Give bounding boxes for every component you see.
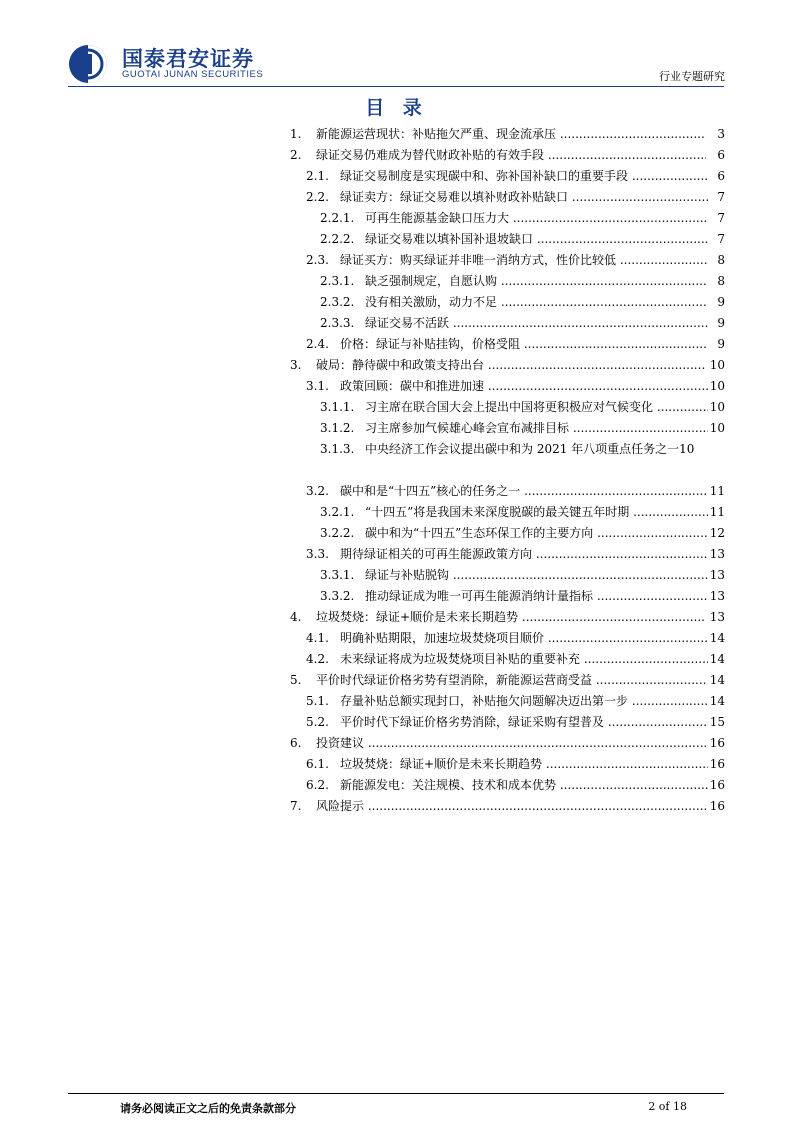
toc-entry-2-2-2[interactable] xyxy=(0,229,793,250)
toc-entry-3-2-1[interactable] xyxy=(0,502,793,523)
toc-entry-number: 3.1. xyxy=(306,379,329,393)
toc-entry-title: 绿证卖方：绿证交易难以填补财政补贴缺口 ..... xyxy=(340,187,708,208)
toc-entry-title: 绿证买方：购买绿证并非唯一消纳方式，性价比较低 ..... xyxy=(340,250,708,271)
toc-entry-number: 4. xyxy=(290,610,302,624)
toc-entry-title: 绿证交易难以填补国补退坡缺口 ..... xyxy=(365,229,708,250)
toc-entry-5-1[interactable] xyxy=(0,691,793,712)
toc-entry-2-2-1[interactable] xyxy=(0,208,793,229)
toc-entry-title: 破局：静待碳中和政策支持出台 ..... xyxy=(316,355,706,376)
toc-entry-page: 8 xyxy=(715,250,725,271)
toc-entry-number: 2.2. xyxy=(306,190,329,204)
toc-entry-page: 10 xyxy=(708,376,725,397)
toc-entry-page: 14 xyxy=(708,670,725,691)
toc-entry-7[interactable] xyxy=(0,796,793,817)
toc-entry-number: 2.3.2. xyxy=(320,295,355,309)
toc-entry-title: 明确补贴期限，加速垃圾焚烧项目顺价 ..... xyxy=(340,628,708,649)
toc-entry-3-1-3[interactable] xyxy=(0,439,793,481)
toc-entry-number: 5.2. xyxy=(306,715,329,729)
toc-entry-3-1-1[interactable] xyxy=(0,397,793,418)
toc-entry-number: 2.2.2. xyxy=(320,232,355,246)
report-type-label: 行业专题研究 xyxy=(659,70,725,83)
toc-entry-page: 14 xyxy=(708,628,725,649)
toc-entry-number: 5. xyxy=(290,673,302,687)
toc-entry-number: 3.2.1. xyxy=(320,505,355,519)
brand-name-cn: 国泰君安证券 xyxy=(122,47,254,71)
toc-entry-number: 6.1. xyxy=(306,757,329,771)
toc-entry-2-3-3[interactable] xyxy=(0,313,793,334)
toc-entry-page: 14 xyxy=(708,691,725,712)
toc-entry-page: 10 xyxy=(708,355,725,376)
toc-entry-number: 2.3.1. xyxy=(320,274,355,288)
toc-entry-title: 政策回顾：碳中和推进加速 ..... xyxy=(340,376,708,397)
toc-entry-title: 垃圾焚烧：绿证+顺价是未来长期趋势 ..... xyxy=(316,607,706,628)
toc-entry-page: 13 xyxy=(708,565,725,586)
footer-divider xyxy=(68,1093,724,1094)
toc-entry-2-4[interactable] xyxy=(0,334,793,355)
toc-entry-1[interactable] xyxy=(0,124,793,145)
toc-entry-page: 13 xyxy=(708,544,725,565)
toc-entry-3-3-2[interactable] xyxy=(0,586,793,607)
toc-entry-5[interactable] xyxy=(0,670,793,691)
toc-entry-title: 习主席在联合国大会上提出中国将更积极应对气候变化 ..... xyxy=(365,397,708,418)
toc-entry-3-2[interactable] xyxy=(0,481,793,502)
toc-entry-page: 6 xyxy=(715,145,725,166)
page-indicator: 2 of 18 xyxy=(648,1100,687,1113)
toc-entry-page: 6 xyxy=(715,166,725,187)
toc-entry-number: 2. xyxy=(290,148,302,162)
toc-entry-title: 推动绿证成为唯一可再生能源消纳计量指标 ..... xyxy=(365,586,708,607)
toc-entry-page: 7 xyxy=(715,229,725,250)
toc-entry-title: 未来绿证将成为垃圾焚烧项目补贴的重要补充 ..... xyxy=(340,649,708,670)
toc-entry-number: 3.2. xyxy=(306,484,329,498)
toc-entry-6-2[interactable] xyxy=(0,775,793,796)
toc-entry-page: 14 xyxy=(708,649,725,670)
toc-entry-page: 9 xyxy=(715,313,725,334)
toc-entry-page: 12 xyxy=(708,523,725,544)
toc-entry-number: 1. xyxy=(290,127,302,141)
toc-entry-2-3[interactable] xyxy=(0,250,793,271)
toc-entry-title: 缺乏强制规定，自愿认购 ..... xyxy=(365,271,708,292)
toc-entry-page: 10 xyxy=(708,418,725,439)
toc-entry-title: 期待绿证相关的可再生能源政策方向 ..... xyxy=(340,544,708,565)
toc-entry-number: 2.4. xyxy=(306,337,329,351)
toc-entry-number: 3.1.1. xyxy=(320,400,355,414)
toc-entry-title: 绿证与补贴脱钩 ..... xyxy=(365,565,708,586)
toc-entry-page: 16 xyxy=(708,775,725,796)
toc-entry-2-3-1[interactable] xyxy=(0,271,793,292)
toc-entry-page: 15 xyxy=(708,712,725,733)
toc-entry-page: 10 xyxy=(679,442,695,456)
toc-entry-title: 可再生能源基金缺口压力大 ..... xyxy=(365,208,708,229)
toc-entry-page: 16 xyxy=(708,733,725,754)
toc-entry-page: 16 xyxy=(708,754,725,775)
toc-entry-3-1[interactable] xyxy=(0,376,793,397)
toc-entry-title: 碳中和是“十四五”核心的任务之一 ..... xyxy=(340,481,708,502)
toc-entry-number: 3.3. xyxy=(306,547,329,561)
toc-entry-number: 2.1. xyxy=(306,169,329,183)
toc-entry-number: 3.3.2. xyxy=(320,589,355,603)
toc-entry-3-1-2[interactable] xyxy=(0,418,793,439)
toc-entry-2[interactable] xyxy=(0,145,793,166)
toc-entry-title: 存量补贴总额实现封口，补贴拖欠问题解决迈出第一步 ..... xyxy=(340,691,708,712)
toc-entry-number: 3. xyxy=(290,358,302,372)
toc-entry-title: 绿证交易仍难成为替代财政补贴的有效手段 ..... xyxy=(316,145,706,166)
toc-entry-number: 4.1. xyxy=(306,631,329,645)
toc-entry-number: 2.3. xyxy=(306,253,329,267)
toc-entry-title: 绿证交易不活跃 ..... xyxy=(365,313,708,334)
toc-entry-page: 9 xyxy=(715,334,725,355)
toc-entry-title: 习主席参加气候雄心峰会宣布减排目标 ..... xyxy=(365,418,708,439)
toc-entry-4-2[interactable] xyxy=(0,649,793,670)
disclaimer-notice: 请务必阅读正文之后的免责条款部分 xyxy=(120,1102,296,1115)
toc-entry-title: 平价时代下绿证价格劣势消除，绿证采购有望普及 ..... xyxy=(340,712,708,733)
toc-entry-page: 9 xyxy=(715,292,725,313)
toc-entry-page: 11 xyxy=(708,502,725,523)
toc-entry-4[interactable] xyxy=(0,607,793,628)
page-header xyxy=(0,0,793,90)
toc-entry-title: 垃圾焚烧：绿证+顺价是未来长期趋势 ..... xyxy=(340,754,708,775)
toc-entry-page: 3 xyxy=(715,124,725,145)
toc-entry-title-wrapped xyxy=(365,439,725,460)
toc-entry-4-1[interactable] xyxy=(0,628,793,649)
toc-entry-title: 碳中和为“十四五”生态环保工作的主要方向 ..... xyxy=(365,523,708,544)
toc-entry-number: 5.1. xyxy=(306,694,329,708)
toc-entry-page: 11 xyxy=(708,481,725,502)
toc-entry-page: 13 xyxy=(708,586,725,607)
toc-entry-page: 7 xyxy=(715,187,725,208)
toc-entry-title: 中央经济工作会议提出碳中和为 2021 年八项重点任务之一 xyxy=(365,442,680,456)
toc-entry-title: “十四五”将是我国未来深度脱碳的最关键五年时期 ..... xyxy=(365,502,708,523)
toc-entry-number: 2.2.1. xyxy=(320,211,355,225)
toc-entry-title: 没有相关激励，动力不足 ..... xyxy=(365,292,708,313)
toc-entry-title: 新能源运营现状：补贴拖欠严重、现金流承压 ..... xyxy=(316,124,706,145)
toc-title: 目 录 xyxy=(365,97,428,119)
toc-entry-5-2[interactable] xyxy=(0,712,793,733)
toc-entry-number: 3.3.1. xyxy=(320,568,355,582)
toc-entry-2-2[interactable] xyxy=(0,187,793,208)
toc-entry-number: 3.1.2. xyxy=(320,421,355,435)
toc-entry-page: 7 xyxy=(715,208,725,229)
toc-entry-title: 价格：绿证与补贴挂钩，价格受阻 ..... xyxy=(340,334,708,355)
toc-entry-6-1[interactable] xyxy=(0,754,793,775)
toc-entry-number: 4.2. xyxy=(306,652,329,666)
toc-entry-page: 10 xyxy=(708,397,725,418)
toc-entry-6[interactable] xyxy=(0,733,793,754)
toc-entry-number: 7. xyxy=(290,799,302,813)
toc-entry-3-3[interactable] xyxy=(0,544,793,565)
toc-entry-number: 6.2. xyxy=(306,778,329,792)
guotai-junan-logo-icon xyxy=(68,44,108,84)
toc-entry-number: 3.2.2. xyxy=(320,526,355,540)
toc-entry-2-3-2[interactable] xyxy=(0,292,793,313)
brand-name-en: GUOTAI JUNAN SECURITIES xyxy=(122,69,264,80)
toc-entry-title: 风险提示 ..... xyxy=(316,796,706,817)
toc-entry-number: 6. xyxy=(290,736,302,750)
toc-entry-3-2-2[interactable] xyxy=(0,523,793,544)
toc-entry-title: 平价时代绿证价格劣势有望消除，新能源运营商受益 ..... xyxy=(316,670,706,691)
toc-entry-page: 16 xyxy=(708,796,725,817)
toc-entry-page: 8 xyxy=(715,271,725,292)
toc-entry-3-3-1[interactable] xyxy=(0,565,793,586)
toc-entry-title: 绿证交易制度是实现碳中和、弥补国补缺口的重要手段 ..... xyxy=(340,166,708,187)
toc-entry-number: 3.1.3. xyxy=(320,442,355,456)
toc-entry-title: 投资建议 ..... xyxy=(316,733,706,754)
toc-entry-page: 13 xyxy=(708,607,725,628)
toc-entry-2-1[interactable] xyxy=(0,166,793,187)
toc-entry-title: 新能源发电：关注规模、技术和成本优势 ..... xyxy=(340,775,708,796)
toc-entry-3[interactable] xyxy=(0,355,793,376)
toc-entry-number: 2.3.3. xyxy=(320,316,355,330)
header-divider xyxy=(68,86,724,87)
